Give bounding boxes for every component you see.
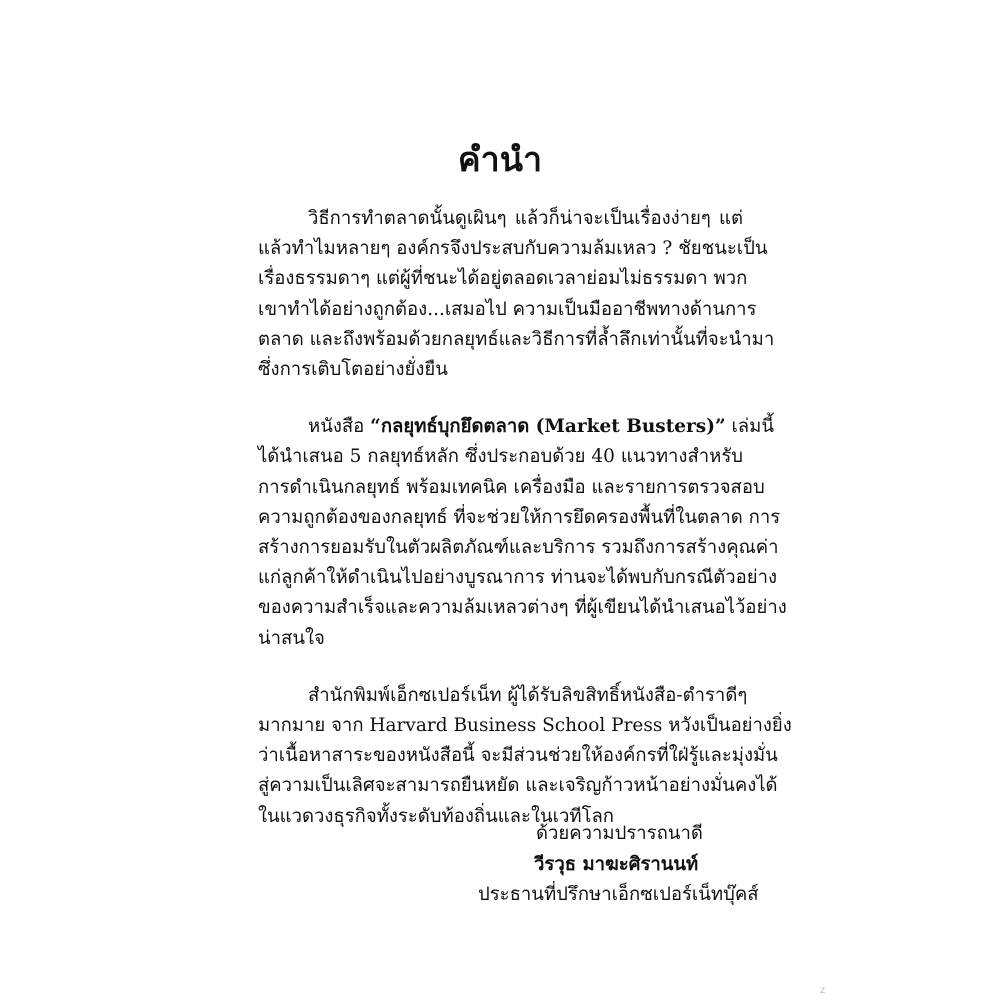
paragraph-1 — [258, 204, 775, 385]
text-line: ของความสำเร็จและความล้มเหลวต่างๆ ที่ผู้เขียนได้นำเสนอไว้อย่าง — [258, 597, 787, 619]
paragraph-3 — [258, 681, 792, 832]
text-line: แก่ลูกค้าให้ดำเนินไปอย่างบูรณาการ ท่านจะได้พบกับกรณีตัวอย่าง — [258, 567, 778, 589]
text-line: ความถูกต้องของกลยุทธ์ ที่จะช่วยให้การยึดครองพื้นที่ในตลาด การ — [258, 506, 781, 528]
page-title: คำนำ — [457, 140, 543, 180]
text-line: สำนักพิมพ์เอ็กซเปอร์เน็ท ผู้ได้รับลิขสิทธิ์หนังสือ-ตำราดีๆ — [308, 684, 748, 706]
text-line — [258, 412, 774, 442]
signature-closing: ด้วยความปรารถนาดี — [536, 823, 703, 844]
signature-block — [478, 819, 778, 911]
text-line: ซึ่งการเติบโตอย่างยั่งยืน — [258, 359, 448, 381]
text-line: ว่าเนื้อหาสาระของหนังสือนี้ จะมีส่วนช่วยให้องค์กรที่ใฝ่รู้และมุ่งมั่น — [258, 745, 778, 767]
book-title-bold: “กลยุทธ์บุกยึดตลาด (Market Busters)” — [370, 416, 726, 438]
text-line: การดำเนินกลยุทธ์ พร้อมเทคนิค เครื่องมือ และรายการตรวจสอบ — [258, 476, 765, 498]
text-line: สู่ความเป็นเลิศจะสามารถยืนหยัด และเจริญก้าวหน้าอย่างมั่นคงได้ — [258, 775, 778, 797]
text-segment: เล่มนี้ — [725, 416, 774, 438]
text-line: ได้นำเสนอ 5 กลยุทธ์หลัก ซึ่งประกอบด้วย 40 แนวทางสำหรับ — [258, 446, 743, 468]
text-line: แล้วทำไมหลายๆ องค์กรจึงประสบกับความล้มเหลว ? ชัยชนะเป็น — [258, 238, 768, 260]
text-line: มากมาย จาก Harvard Business School Press หวังเป็นอย่างยิ่ง — [258, 715, 792, 737]
corner-mark: z — [820, 985, 826, 996]
text-line: เรื่องธรรมดาๆ แต่ผู้ที่ชนะได้อยู่ตลอดเวลาย่อมไม่ธรรมดา พวก — [258, 268, 748, 290]
text-line: สร้างการยอมรับในตัวผลิตภัณฑ์และบริการ รวมถึงการสร้างคุณค่า — [258, 537, 779, 559]
signature-name: วีรวุธ มาฆะศิรานนท์ — [534, 853, 699, 875]
paragraph-2 — [258, 412, 787, 654]
preface-body — [258, 204, 792, 859]
text-line: เขาทำได้อย่างถูกต้อง...เสมอไป ความเป็นมืออาชีพทางด้านการ — [258, 298, 757, 320]
text-line: ตลาด และถึงพร้อมด้วยกลยุทธ์และวิธีการที่ล้ำลึกเท่านั้นที่จะนำมา — [258, 328, 775, 350]
signature-position: ประธานที่ปรึกษาเอ็กซเปอร์เน็ทบุ๊คส์ — [478, 884, 759, 905]
text-line: ในแวดวงธุรกิจทั้งระดับท้องถิ่นและในเวทีโลก — [258, 805, 614, 827]
text-line: วิธีการทำตลาดนั้นดูเผินๆ แล้วก็น่าจะเป็นเรื่องง่ายๆ แต่ — [308, 208, 743, 229]
text-line: น่าสนใจ — [258, 627, 325, 649]
text-segment: หนังสือ — [308, 416, 371, 438]
